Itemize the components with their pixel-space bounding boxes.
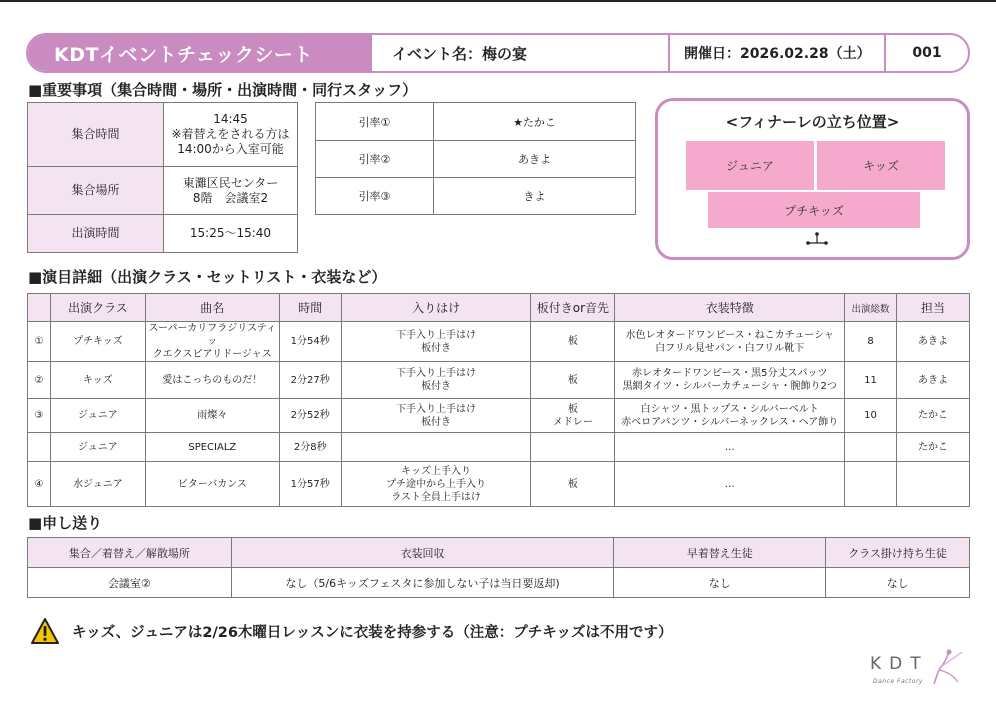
performer-count: 10 [845, 399, 897, 433]
info-row [28, 103, 298, 167]
info-value: 15:25〜15:40 [164, 215, 298, 253]
row-number [28, 433, 51, 462]
dancer-silhouette-icon [928, 648, 966, 688]
kdt-logo [868, 648, 968, 692]
costume-return: なし（5/6キッズフェスタに参加しない子は当日要返却) [231, 568, 614, 598]
table-row [28, 362, 970, 399]
table-row [28, 433, 970, 462]
col-header: 担当 [897, 294, 970, 322]
costume: 白シャツ・黒トップス・シルバーベルト 赤ベロアパンツ・シルバーネックレス・ヘア飾り [615, 399, 845, 433]
row-number: ③ [28, 399, 51, 433]
info-row [28, 215, 298, 253]
song-time: 1分54秒 [279, 322, 341, 362]
entry-exit: 下手入り上手はけ 板付き [341, 399, 531, 433]
class-name: キッズ [50, 362, 145, 399]
staff-in-charge: たかこ [897, 433, 970, 462]
section-important-title: ■重要事項（集合時間・場所・出演時間・同行スタッフ） [28, 81, 418, 99]
notice [30, 617, 672, 645]
staff-label: 引率① [316, 103, 434, 141]
song-title: SPECIALZ [145, 433, 279, 462]
col-header: 衣装回収 [231, 538, 614, 568]
song-time: 2分27秒 [279, 362, 341, 399]
notice-text: キッズ、ジュニアは2/26木曜日レッスンに衣装を持参する（注意：プチキッズは不用です） [72, 624, 673, 641]
staff-label: 引率② [316, 141, 434, 178]
performer-count [845, 462, 897, 507]
logo-subtitle: Dance Factory [873, 678, 923, 685]
info-row [28, 167, 298, 215]
class-name: 水ジュニア [50, 462, 145, 507]
song-time: 2分8秒 [279, 433, 341, 462]
costume: 水色レオタードワンピース・ねこカチューシャ 白フリル見せパン・白フリル靴下 [615, 322, 845, 362]
entry-exit: 下手入り上手はけ 板付き [341, 322, 531, 362]
col-header: 出演総数 [845, 294, 897, 322]
multi-class-students: なし [826, 568, 970, 598]
col-header: クラス掛け持ち生徒 [826, 538, 970, 568]
staff-row [316, 141, 636, 178]
info-label: 出演時間 [28, 215, 164, 253]
col-header: 集合／着替え／解散場所 [28, 538, 232, 568]
program-header-row [28, 294, 970, 322]
performer-count [845, 433, 897, 462]
finale-block-kids: キッズ [817, 141, 945, 190]
section-program-title: ■演目詳細（出演クラス・セットリスト・衣装など） [28, 268, 387, 286]
staff-table [315, 102, 636, 215]
col-header: 早着替え生徒 [614, 538, 826, 568]
staff-in-charge: あきよ [897, 362, 970, 399]
entry-exit: 下手入り上手はけ 板付き [341, 362, 531, 399]
col-header: 板付きor音先 [531, 294, 615, 322]
costume: … [615, 433, 845, 462]
start-type: 板 メドレー [531, 399, 615, 433]
song-title: ビターバカンス [145, 462, 279, 507]
info-value: 14:45 ※着替えをされる方は 14:00から入室可能 [164, 103, 298, 167]
song-time: 2分52秒 [279, 399, 341, 433]
info-label: 集合場所 [28, 167, 164, 215]
finale-position-box [655, 98, 970, 260]
staff-in-charge [897, 462, 970, 507]
important-info-table [27, 102, 298, 253]
col-header: 時間 [279, 294, 341, 322]
meeting-place: 会議室② [28, 568, 232, 598]
section-handover-title: ■申し送り [28, 514, 103, 532]
start-type: 板 [531, 322, 615, 362]
staff-name: きよ [434, 178, 636, 215]
song-title: 愛はこっちのものだ！ [145, 362, 279, 399]
handover-header-row [28, 538, 970, 568]
start-type [531, 433, 615, 462]
table-row [28, 462, 970, 507]
finale-block-junior: ジュニア [686, 141, 814, 190]
song-title: スーパーカリフラジリスティッ クエクスピアリドージャス [145, 322, 279, 362]
staff-label: 引率③ [316, 178, 434, 215]
col-header: 曲名 [145, 294, 279, 322]
class-name: ジュニア [50, 433, 145, 462]
warning-icon [30, 617, 60, 645]
song-time: 1分57秒 [279, 462, 341, 507]
program-table [27, 293, 970, 507]
class-name: プチキッズ [50, 322, 145, 362]
quick-change-students: なし [614, 568, 826, 598]
song-title: 雨燦々 [145, 399, 279, 433]
event-name: イベント名：梅の宴 [372, 35, 670, 71]
performer-count: 8 [845, 322, 897, 362]
staff-name: あきよ [434, 141, 636, 178]
staff-in-charge: あきよ [897, 322, 970, 362]
table-row [28, 322, 970, 362]
logo-letters: KDT [870, 654, 929, 674]
col-header [28, 294, 51, 322]
start-type: 板 [531, 462, 615, 507]
col-header: 出演クラス [50, 294, 145, 322]
staff-row [316, 178, 636, 215]
performer-count: 11 [845, 362, 897, 399]
entry-exit: キッズ上手入り プチ途中から上手入り ラスト全員上手はけ [341, 462, 531, 507]
finale-title: <フィナーレの立ち位置> [725, 113, 900, 131]
table-row [28, 568, 970, 598]
col-header: 衣装特徴 [615, 294, 845, 322]
event-date: 開催日：2026.02.28（土） [670, 35, 886, 71]
col-header: 入りはけ [341, 294, 531, 322]
staff-in-charge: たかこ [897, 399, 970, 433]
info-label: 集合時間 [28, 103, 164, 167]
sheet-title: KDTイベントチェックシート [28, 35, 372, 71]
table-row [28, 399, 970, 433]
costume: … [615, 462, 845, 507]
sheet-number: 001 [912, 45, 942, 61]
start-type: 板 [531, 362, 615, 399]
row-number: ② [28, 362, 51, 399]
entry-exit [341, 433, 531, 462]
stage-center-mark-icon [806, 232, 828, 246]
top-rule [0, 0, 996, 2]
finale-block-petit-kids: プチキッズ [708, 192, 920, 228]
info-value: 東灘区民センター 8階 会議室2 [164, 167, 298, 215]
costume: 赤レオタードワンピース・黒5分丈スパッツ 黒網タイツ・シルバーカチューシャ・腕飾り2つ [615, 362, 845, 399]
handover-table [27, 537, 970, 598]
staff-name: ★たかこ [434, 103, 636, 141]
staff-row [316, 103, 636, 141]
row-number: ① [28, 322, 51, 362]
row-number: ④ [28, 462, 51, 507]
class-name: ジュニア [50, 399, 145, 433]
sheet-header [26, 33, 970, 73]
